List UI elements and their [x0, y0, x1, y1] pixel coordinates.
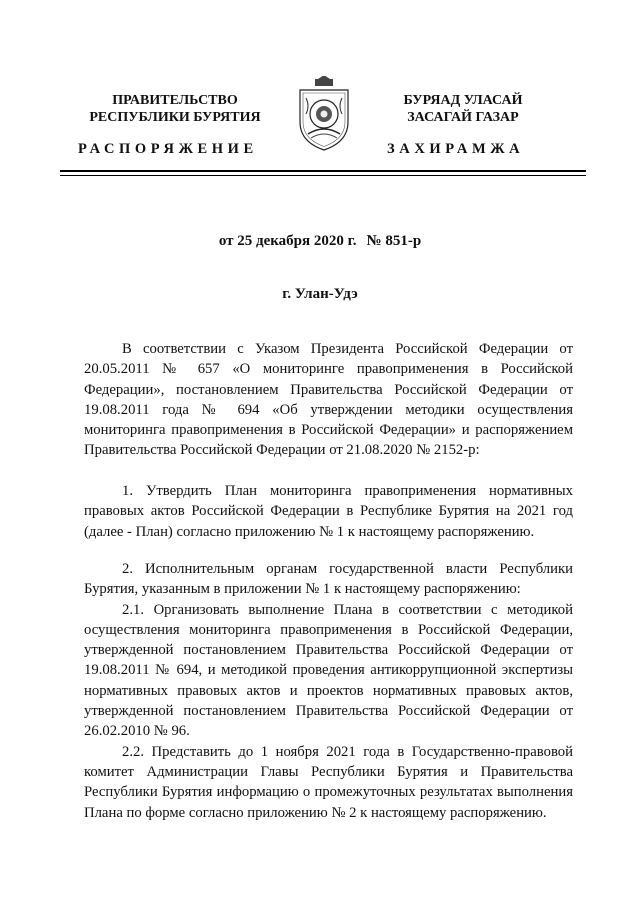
body-block-intro — [84, 339, 573, 461]
date-and-number — [0, 233, 640, 250]
body-block-item-1 — [84, 481, 573, 542]
issuer-name-russian — [70, 92, 280, 126]
document-type-buryat: ЗАХИРАМЖА — [387, 141, 525, 157]
item-1-paragraph: 1. Утвердить План мониторинга правоприменения нормативных правовых актов Российской Федерации в Республике Бурятия на 2021 год (далее - План) согласно приложению № 1 к настоящему распоряжению. — [84, 483, 573, 540]
issuer-buryat-line-1: БУРЯАД УЛАСАЙ — [403, 93, 523, 108]
issuer-line-2: РЕСПУБЛИКИ БУРЯТИЯ — [89, 110, 261, 125]
document-number: № 851-р — [366, 233, 422, 249]
document-city: г. Улан-Удэ — [282, 286, 358, 302]
item-2-2-paragraph: 2.2. Представить до 1 ноября 2021 года в Государственно-правовой комитет Администрации Главы Республики Бурятия и Правительства Республики Бурятия информацию о промежуточных результатах выполнения Плана по форме согласно приложению № 2 к настоящему распоряжению. — [84, 743, 573, 821]
preamble-paragraph: В соответствии с Указом Президента Российской Федерации от 20.05.2011 № 657 «О мониторинге правоприменения в Российской Федерации», постановлением Правительства Российской Федерации от 19.08.2011 года № 694 «Об утверждении методики осуществления мониторинга правоприменения в Российской Федерации» и распоряжением Правительства Российской Федерации от 21.08.2020 № 2152-р: — [84, 341, 573, 459]
document-type-russian: РАСПОРЯЖЕНИЕ — [78, 141, 258, 157]
item-2-paragraph: 2. Исполнительным органам государственной власти Республики Бурятия, указанным в приложении № 1 к настоящему распоряжению: — [84, 561, 573, 598]
item-2-1-paragraph: 2.1. Организовать выполнение Плана в соответствии с методикой осуществления мониторинга правоприменения в Российской Федерации, утвержденной постановлением Правительства Российской Федерации от 19.08.2011 № 694, и методикой проведения антикоррупционной экспертизы нормативных правовых актов и проектов нормативных правовых актов, утвержденной постановлением Правительства Российской Федерации от 26.02.2010 № 96. — [84, 601, 573, 740]
body-block-item-2 — [84, 559, 573, 823]
header-divider-thick — [60, 170, 586, 172]
issuer-buryat-line-2: ЗАСАГАЙ ГАЗАР — [407, 110, 519, 125]
header-divider-thin — [60, 175, 586, 176]
document-date: от 25 декабря 2020 г. — [218, 233, 357, 249]
issuer-line-1: ПРАВИТЕЛЬСТВО — [112, 93, 238, 108]
issuer-name-buryat — [368, 92, 558, 126]
coat-of-arms-icon — [294, 76, 354, 152]
